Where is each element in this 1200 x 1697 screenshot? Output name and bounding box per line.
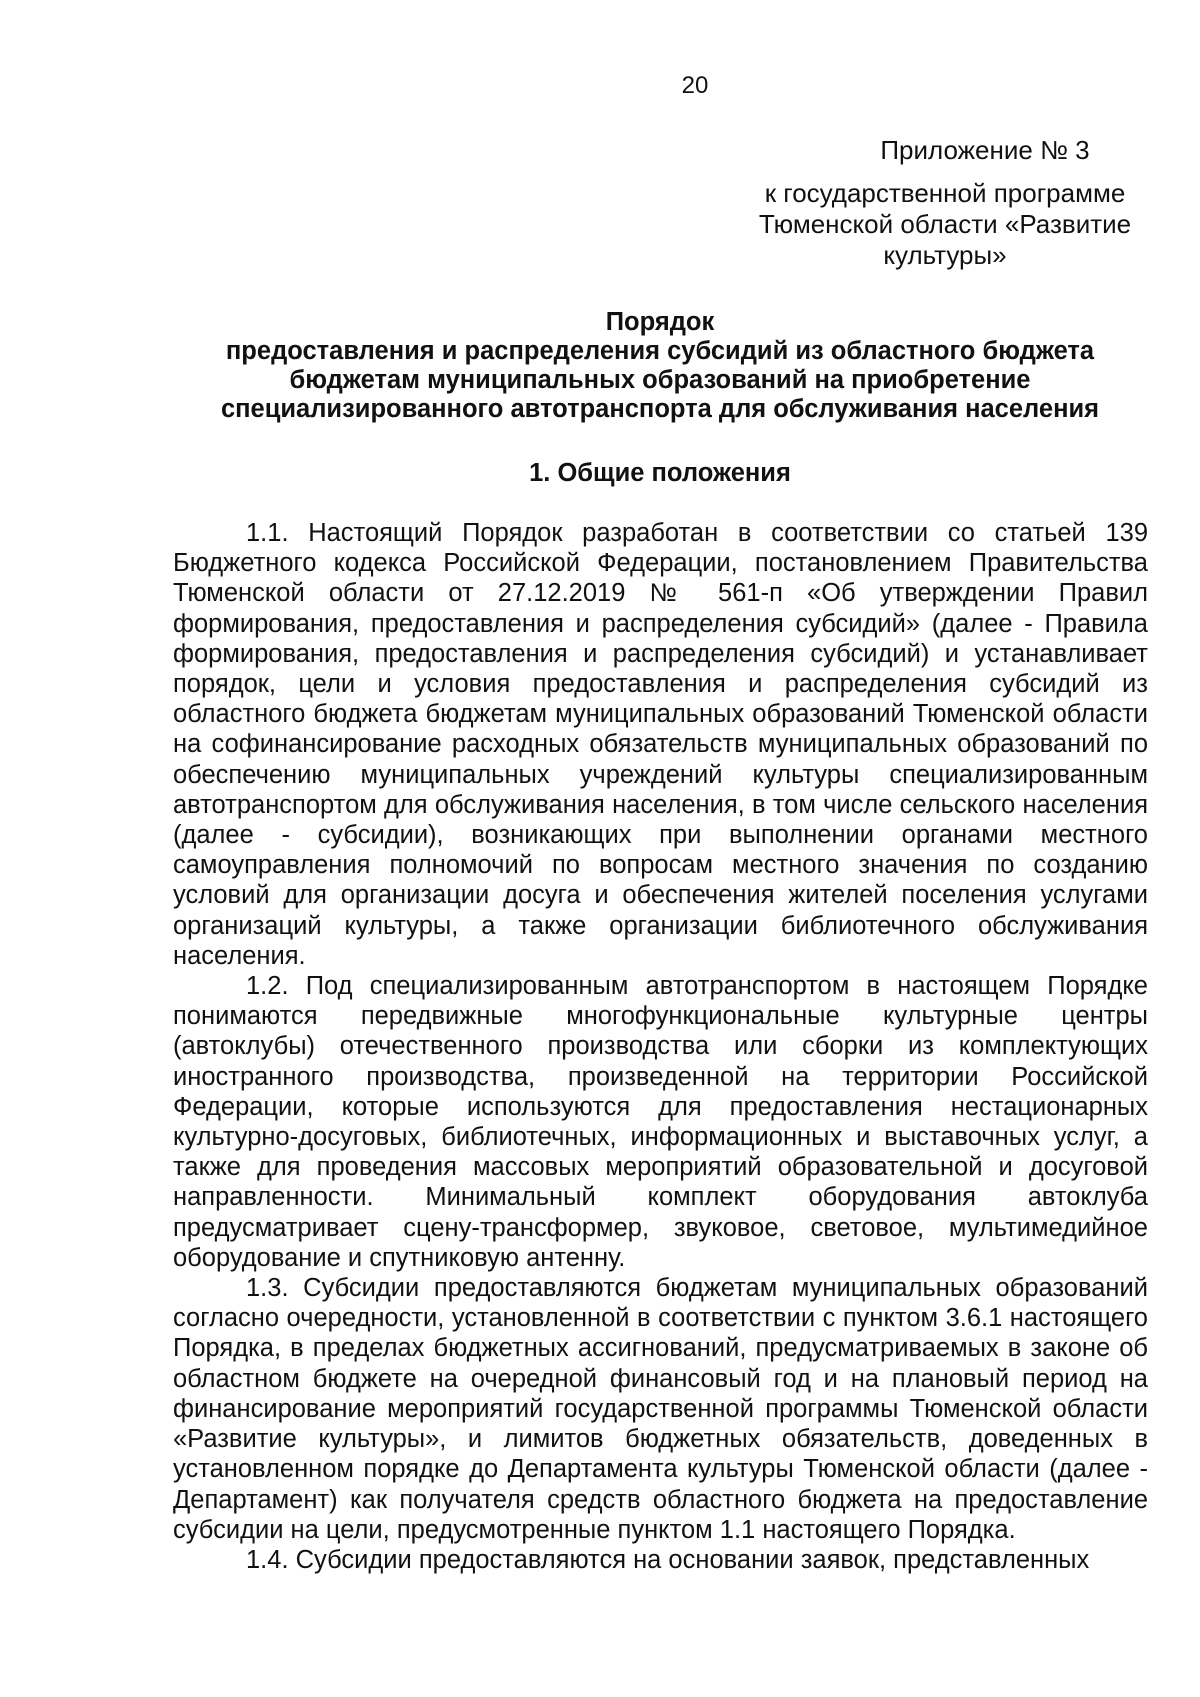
title-line: специализированного автотранспорта для обслуживания населения bbox=[220, 395, 1100, 423]
paragraph: 1.1. Настоящий Порядок разработан в соответствии со статьей 139 Бюджетного кодекса Российской Федерации, постановлением Правительства Тюменской области от 27.12.2019 № 561-п «Об утверждении Правил формирования, предоставления и распределения субсидий» (далее - Правила формирования, предоставления и распределения субсидий) и устанавливает порядок, цели и условия предоставления и распределения субсидий из областного бюджета бюджетам муниципальных образований Тюменской области на софинансирование расходных обязательств муниципальных образований по обеспечению муниципальных учреждений культуры специализированным автотранспортом для обслуживания населения, в том числе сельского населения (далее - субсидии), возникающих при выполнении органами местного самоуправления полномочий по вопросам местного значения по созданию условий для организации досуга и обеспечения жителей поселения услугами организаций культуры, а также организации библиотечного обслуживания населения. bbox=[173, 519, 1148, 970]
paragraph: 1.3. Субсидии предоставляются бюджетам муниципальных образований согласно очередности, установленной в соответствии с пунктом 3.6.1 настоящего Порядка, в пределах бюджетных ассигнований, предусматриваемых в законе об областном бюджете на очередной финансовый год и на плановый период на финансирование мероприятий государственной программы Тюменской области «Развитие культуры», и лимитов бюджетных обязательств, доведенных в установленном порядке до Департамента культуры Тюменской области (далее - Департамент) как получателя средств областного бюджета на предоставление субсидии на цели, предусмотренные пунктом 1.1 настоящего Порядка. bbox=[173, 1274, 1148, 1544]
appendix-line: к государственной программе bbox=[764, 178, 1126, 208]
document-body bbox=[173, 518, 1148, 1575]
appendix-title: Приложение № 3 bbox=[880, 135, 1090, 165]
appendix-line: культуры» bbox=[883, 240, 1007, 270]
title-line: предоставления и распределения субсидий из областного бюджета bbox=[225, 337, 1095, 365]
document-title bbox=[170, 308, 1150, 424]
appendix-block bbox=[740, 135, 1150, 271]
title-line: Порядок bbox=[605, 308, 715, 336]
page-number: 20 bbox=[681, 72, 709, 99]
paragraph: 1.2. Под специализированным автотранспортом в настоящем Порядке понимаются передвижные многофункциональные культурные центры (автоклубы) отечественного производства или сборки из комплектующих иностранного производства, произведенной на территории Российской Федерации, которые используются для предоставления нестационарных культурно-досуговых, библиотечных, информационных и выставочных услуг, а также для проведения массовых мероприятий образовательной и досуговой направленности. Минимальный комплект оборудования автоклуба предусматривает сцену-трансформер, звуковое, световое, мультимедийное оборудование и спутниковую антенну. bbox=[173, 972, 1148, 1272]
section-heading: 1. Общие положения bbox=[529, 459, 791, 487]
appendix-line: Тюменской области «Развитие bbox=[758, 209, 1132, 239]
paragraph: 1.4. Субсидии предоставляются на основании заявок, представленных bbox=[246, 1545, 1090, 1574]
title-line: бюджетам муниципальных образований на приобретение bbox=[289, 366, 1031, 394]
